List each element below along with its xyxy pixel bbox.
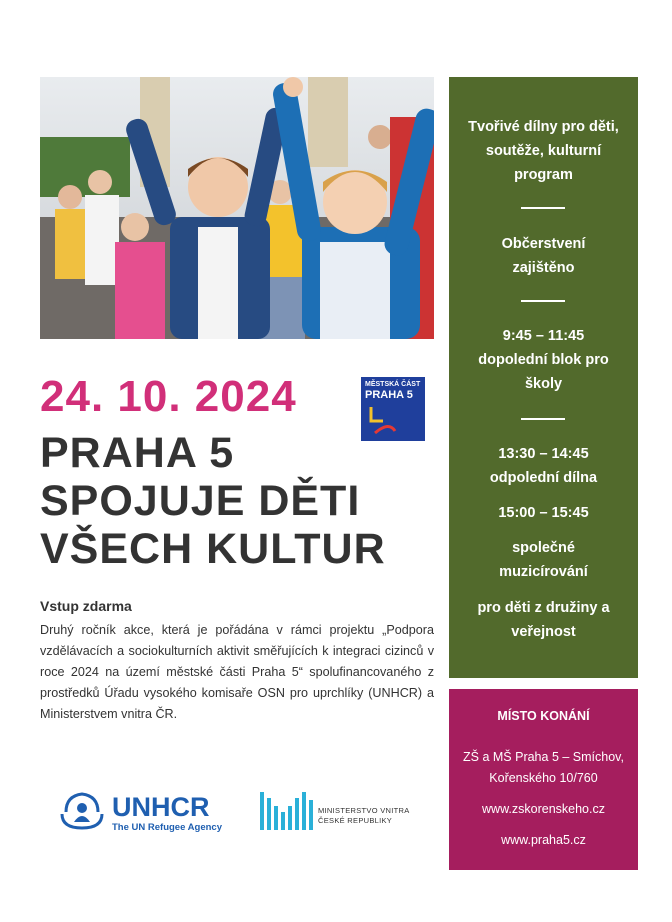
venue-address-1: ZŠ a MŠ Praha 5 – Smíchov,: [463, 750, 624, 764]
ministry-name-line-2: ČESKÉ REPUBLIKY: [318, 816, 393, 825]
event-photo: [40, 77, 434, 339]
afternoon-time: 13:30 – 14:45: [498, 446, 589, 462]
title-line-1: PRAHA 5: [40, 429, 235, 477]
unhcr-subtitle: The UN Refugee Agency: [112, 822, 222, 833]
free-entry-label: Vstup zdarma: [40, 598, 132, 614]
venue-heading: MÍSTO KONÁNÍ: [497, 709, 590, 723]
event-date: 24. 10. 2024: [40, 372, 297, 421]
website-link-2[interactable]: www.praha5.cz: [501, 833, 586, 847]
ministry-emblem-icon: [258, 788, 318, 833]
title-line-3: VŠECH KULTUR: [40, 525, 386, 573]
unhcr-emblem-icon: [60, 790, 108, 830]
separator: [521, 300, 565, 302]
project-description: Druhý ročník akce, která je pořádána v rámci projektu „Podpora vzdělávacích a sociokulturních aktivit směřujících k integraci cizinců v roce 2024 na území městské části Praha 5“ spolufinancovaného z prostředků Úřadu vysokého komisaře OSN pro uprchlíky (UNHCR) a Ministerstvem vnitra ČR.: [40, 623, 434, 721]
music-time: 15:00 – 15:45: [498, 505, 589, 521]
logo-line-1: MĚSTSKÁ ČÁST: [365, 381, 421, 388]
title-line-2: SPOJUJE DĚTI: [40, 477, 361, 525]
unhcr-name: UNHCR: [112, 792, 210, 822]
event-title: [40, 429, 440, 573]
venue-address-2: Kořenského 10/760: [489, 771, 598, 785]
program-panel: [449, 77, 638, 678]
ministry-name-line-1: MINISTERSTVO VNITRA: [318, 806, 410, 815]
separator: [521, 418, 565, 420]
music-label: společné muzicírování: [499, 540, 588, 580]
morning-time: 9:45 – 11:45: [502, 328, 585, 344]
morning-label: dopolední blok pro školy: [478, 352, 609, 392]
logo-line-2: PRAHA 5: [365, 389, 413, 401]
separator: [521, 207, 565, 209]
website-link-1[interactable]: www.zskorenskeho.cz: [482, 802, 605, 816]
refreshments-text: Občerstvení zajištěno: [501, 236, 586, 276]
workshops-text: Tvořivé dílny pro děti, soutěže, kulturní program: [468, 119, 619, 183]
venue-panel: [449, 689, 638, 870]
audience-text: pro děti z družiny a veřejnost: [477, 600, 610, 640]
afternoon-label: odpolední dílna: [489, 470, 598, 486]
